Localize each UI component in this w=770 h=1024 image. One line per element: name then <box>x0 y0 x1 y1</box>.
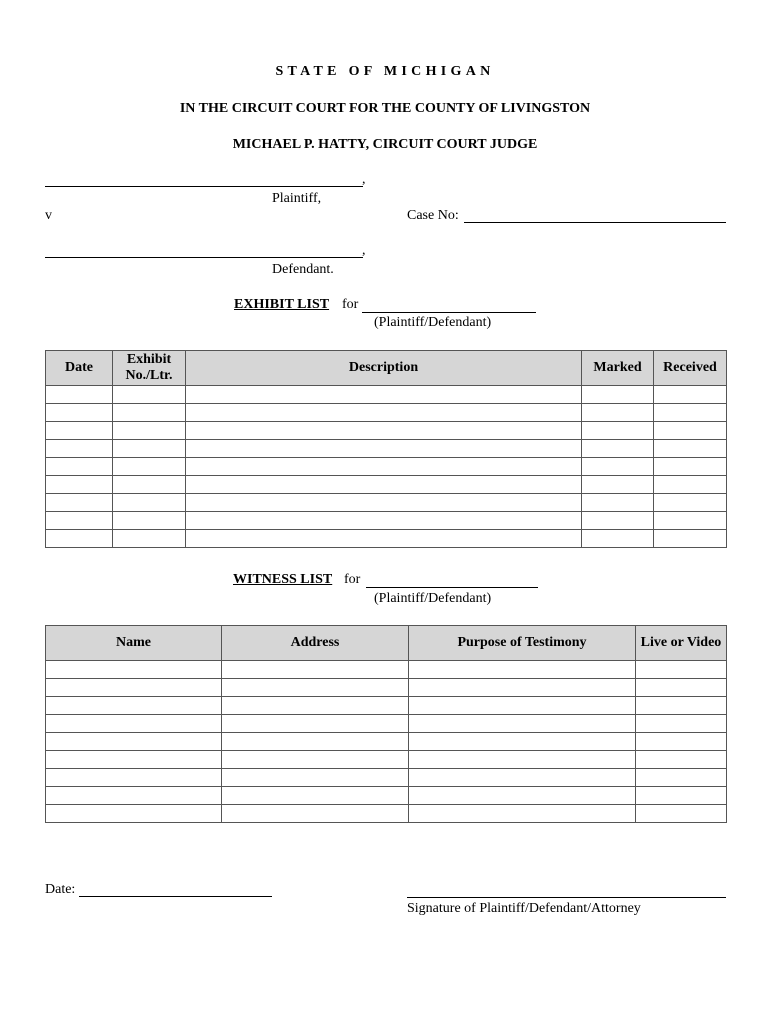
exhibit_list-cell[interactable] <box>582 512 654 530</box>
exhibit_list-cell[interactable] <box>582 422 654 440</box>
defendant-comma: , <box>362 243 366 258</box>
column-header-marked: Marked <box>582 351 654 386</box>
exhibit_list-cell[interactable] <box>46 530 113 548</box>
witness_list-cell[interactable] <box>46 697 222 715</box>
versus-label: v <box>45 208 52 223</box>
exhibit-list-for: for <box>342 297 359 312</box>
exhibit_list-cell[interactable] <box>654 422 727 440</box>
plaintiff-label: Plaintiff, <box>272 191 322 206</box>
exhibit_list-cell[interactable] <box>46 422 113 440</box>
exhibit-party-hint: (Plaintiff/Defendant) <box>374 315 492 330</box>
state-heading: STATE OF MICHIGAN <box>275 64 495 79</box>
column-header-live-or-video: Live or Video <box>636 626 727 661</box>
witness_list-cell[interactable] <box>636 715 727 733</box>
table-row <box>46 422 727 440</box>
exhibit_list-cell[interactable] <box>113 440 186 458</box>
date-label: Date: <box>45 882 76 897</box>
witness_list-cell[interactable] <box>222 769 409 787</box>
witness_list-cell[interactable] <box>46 661 222 679</box>
witness_list-cell[interactable] <box>46 787 222 805</box>
exhibit_list-cell[interactable] <box>582 530 654 548</box>
exhibit_list-cell[interactable] <box>113 404 186 422</box>
exhibit-party-line[interactable] <box>362 312 536 313</box>
exhibit-table <box>45 350 727 548</box>
judge-heading: MICHAEL P. HATTY, CIRCUIT COURT JUDGE <box>232 137 538 152</box>
witness_list-cell[interactable] <box>46 769 222 787</box>
exhibit_list-cell[interactable] <box>186 530 582 548</box>
table-row <box>46 404 727 422</box>
table-row <box>46 679 727 697</box>
exhibit_list-cell[interactable] <box>186 386 582 404</box>
column-header-received: Received <box>654 351 727 386</box>
exhibit_list-cell[interactable] <box>654 440 727 458</box>
exhibit_list-cell[interactable] <box>113 458 186 476</box>
table-row <box>46 440 727 458</box>
witness_list-cell[interactable] <box>409 679 636 697</box>
witness_list-cell[interactable] <box>409 805 636 823</box>
table-row <box>46 661 727 679</box>
witness_list-cell[interactable] <box>409 697 636 715</box>
witness-table <box>45 625 727 823</box>
witness_list-cell[interactable] <box>409 769 636 787</box>
exhibit_list-cell[interactable] <box>46 404 113 422</box>
witness_list-cell[interactable] <box>636 679 727 697</box>
exhibit_list-cell[interactable] <box>654 476 727 494</box>
table-row <box>46 697 727 715</box>
exhibit_list-cell[interactable] <box>113 422 186 440</box>
witness-list-title: WITNESS LIST <box>233 572 333 587</box>
exhibit_list-cell[interactable] <box>582 440 654 458</box>
exhibit_list-cell[interactable] <box>582 494 654 512</box>
exhibit_list-cell[interactable] <box>654 458 727 476</box>
exhibit_list-cell[interactable] <box>46 440 113 458</box>
exhibit_list-cell[interactable] <box>46 494 113 512</box>
exhibit_list-cell[interactable] <box>654 386 727 404</box>
witness_list-cell[interactable] <box>636 751 727 769</box>
signature-label: Signature of Plaintiff/Defendant/Attorney <box>407 901 641 916</box>
column-header-address: Address <box>222 626 409 661</box>
signature-line[interactable] <box>407 897 726 898</box>
exhibit_list-cell[interactable] <box>582 476 654 494</box>
case-no-label: Case No: <box>407 208 459 223</box>
column-header-purpose: Purpose of Testimony <box>409 626 636 661</box>
exhibit_list-cell[interactable] <box>46 512 113 530</box>
exhibit-header-row <box>46 351 727 386</box>
exhibit_list-cell[interactable] <box>186 458 582 476</box>
plaintiff-comma: , <box>362 172 366 187</box>
exhibit_list-cell[interactable] <box>186 494 582 512</box>
exhibit_list-cell[interactable] <box>186 440 582 458</box>
date-line[interactable] <box>79 896 272 897</box>
table-row <box>46 733 727 751</box>
table-row <box>46 715 727 733</box>
witness_list-cell[interactable] <box>636 787 727 805</box>
exhibit_list-cell[interactable] <box>186 476 582 494</box>
witness_list-cell[interactable] <box>636 769 727 787</box>
witness_list-cell[interactable] <box>222 661 409 679</box>
witness-header-row <box>46 626 727 661</box>
table-row <box>46 530 727 548</box>
exhibit_list-cell[interactable] <box>46 476 113 494</box>
exhibit_list-cell[interactable] <box>654 494 727 512</box>
exhibit_list-cell[interactable] <box>654 530 727 548</box>
witness_list-cell[interactable] <box>46 751 222 769</box>
witness_list-cell[interactable] <box>409 715 636 733</box>
table-row <box>46 494 727 512</box>
column-header-exhibit-no: Exhibit No./Ltr. <box>113 351 186 386</box>
exhibit_list-cell[interactable] <box>113 476 186 494</box>
witness-party-line[interactable] <box>366 587 538 588</box>
column-header-date: Date <box>46 351 113 386</box>
exhibit_list-cell[interactable] <box>186 404 582 422</box>
witness_list-cell[interactable] <box>222 805 409 823</box>
exhibit-list-title: EXHIBIT LIST <box>234 297 330 312</box>
witness_list-cell[interactable] <box>636 805 727 823</box>
defendant-name-line[interactable] <box>45 257 363 258</box>
exhibit_list-cell[interactable] <box>654 512 727 530</box>
table-row <box>46 458 727 476</box>
witness-list-for: for <box>344 572 361 587</box>
court-heading: IN THE CIRCUIT COURT FOR THE COUNTY OF LIVINGSTON <box>179 101 591 116</box>
witness_list-cell[interactable] <box>222 733 409 751</box>
witness_list-cell[interactable] <box>222 715 409 733</box>
defendant-label: Defendant. <box>272 262 334 277</box>
witness_list-cell[interactable] <box>409 751 636 769</box>
exhibit_list-cell[interactable] <box>582 386 654 404</box>
table-row <box>46 476 727 494</box>
exhibit_list-cell[interactable] <box>186 422 582 440</box>
case-no-line[interactable] <box>464 222 726 223</box>
exhibit_list-cell[interactable] <box>582 404 654 422</box>
plaintiff-name-line[interactable] <box>45 186 363 187</box>
exhibit_list-cell[interactable] <box>113 530 186 548</box>
witness_list-cell[interactable] <box>222 679 409 697</box>
exhibit_list-cell[interactable] <box>46 386 113 404</box>
witness_list-cell[interactable] <box>409 787 636 805</box>
witness_list-cell[interactable] <box>46 715 222 733</box>
exhibit_list-cell[interactable] <box>46 458 113 476</box>
exhibit_list-cell[interactable] <box>113 386 186 404</box>
exhibit_list-cell[interactable] <box>582 458 654 476</box>
witness_list-cell[interactable] <box>222 787 409 805</box>
table-row <box>46 751 727 769</box>
witness_list-cell[interactable] <box>636 697 727 715</box>
witness_list-cell[interactable] <box>222 697 409 715</box>
exhibit_list-cell[interactable] <box>186 512 582 530</box>
exhibit_list-cell[interactable] <box>654 404 727 422</box>
exhibit_list-cell[interactable] <box>113 494 186 512</box>
witness_list-cell[interactable] <box>636 733 727 751</box>
column-header-description: Description <box>186 351 582 386</box>
exhibit_list-cell[interactable] <box>113 512 186 530</box>
witness_list-cell[interactable] <box>636 661 727 679</box>
witness_list-cell[interactable] <box>46 805 222 823</box>
witness_list-cell[interactable] <box>409 661 636 679</box>
column-header-name: Name <box>46 626 222 661</box>
table-row <box>46 805 727 823</box>
table-row <box>46 787 727 805</box>
witness_list-cell[interactable] <box>222 751 409 769</box>
witness_list-cell[interactable] <box>46 679 222 697</box>
witness_list-cell[interactable] <box>46 733 222 751</box>
table-row <box>46 769 727 787</box>
witness_list-cell[interactable] <box>409 733 636 751</box>
table-row <box>46 512 727 530</box>
witness-party-hint: (Plaintiff/Defendant) <box>374 591 492 606</box>
table-row <box>46 386 727 404</box>
